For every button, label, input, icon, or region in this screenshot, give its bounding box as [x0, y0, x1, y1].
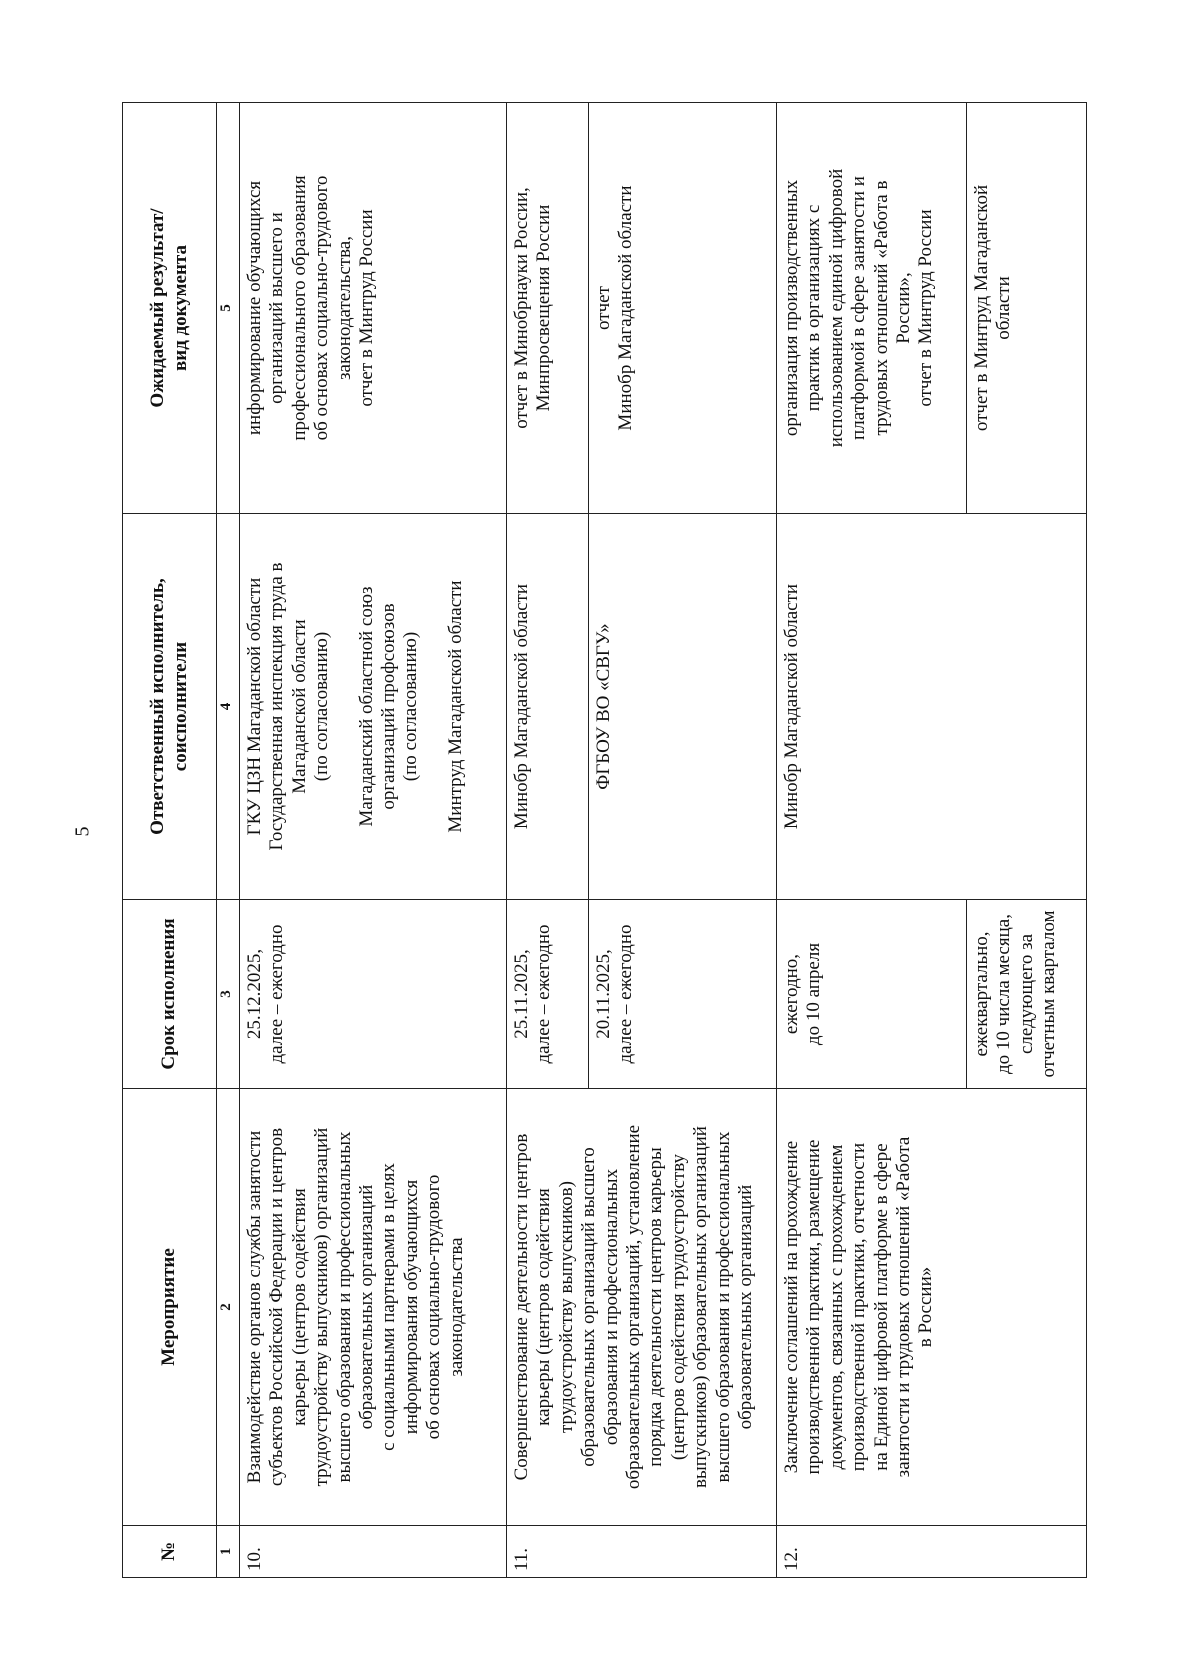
- event-text: Взаимодействие органов службы занятости субъектов Российской Федерации и центров карьеры (центров содействия трудоустройству выпускников) организаций высшего образования и профессиональных образовательных организаций с социальными партнерами в целях информирования обучающихся об основах социально-трудового законодательства: [244, 1127, 467, 1487]
- event-cell: [777, 1089, 1087, 1526]
- result-text: отчет в Минтруд Магаданской области: [971, 184, 1015, 432]
- executor-text: Минобр Магаданской области: [511, 583, 532, 830]
- result-text: информирование обучающихся организаций высшего и профессионального образования об основах социально-трудового законодательства, отчет в Минтруд России: [244, 175, 378, 441]
- event-cell: [240, 1089, 507, 1526]
- column-number: 5: [217, 103, 240, 514]
- executor-text: ФГБОУ ВО «СВГУ»: [593, 623, 614, 790]
- executors-cell: [777, 514, 1087, 900]
- table-row: [777, 103, 967, 1578]
- table-row: [507, 103, 589, 1578]
- executor-text: Минтруд Магаданской области: [444, 580, 466, 833]
- deadline-text: 25.11.2025, далее – ежегодно: [511, 924, 555, 1064]
- deadline-text: 25.12.2025, далее – ежегодно: [244, 924, 288, 1064]
- executor-text: Минобр Магаданской области: [781, 583, 802, 830]
- row-number: 12.: [777, 1526, 1087, 1578]
- event-text: Заключение соглашений на прохождение производственной практики, размещение документов, связанных с прохождением производственной практики, отчетности на Единой цифровой платформе в сфере занятости и трудовых отношений «Работа в России»: [781, 1136, 937, 1478]
- deadline-text: ежеквартально, до 10 числа месяца, следующего за отчетным кварталом: [971, 910, 1060, 1078]
- result-cell: [589, 103, 777, 514]
- executors-cell: [240, 514, 507, 900]
- result-cell: [777, 103, 967, 514]
- column-number-row: [217, 103, 240, 1578]
- deadline-text: 20.11.2025, далее – ежегодно: [593, 924, 637, 1064]
- result-cell: [967, 103, 1087, 514]
- deadline-cell: [777, 900, 967, 1089]
- result-text: отчет в Минобрнауки России, Минпросвещения России: [511, 187, 555, 429]
- table-row: [240, 103, 507, 1578]
- deadline-cell: [589, 900, 777, 1089]
- row-number: 10.: [240, 1526, 507, 1578]
- page-number: 5: [71, 826, 94, 837]
- row-number: 11.: [507, 1526, 777, 1578]
- executor-text: Государственная инспекция труда в Магаданской области (по согласованию): [266, 562, 333, 851]
- column-number: 2: [217, 1089, 240, 1526]
- executor-text: Магаданский областной союз организаций профсоюзов (по согласованию): [355, 586, 422, 827]
- event-cell: [507, 1089, 777, 1526]
- event-text: Совершенствование деятельности центров карьеры (центров содействия трудоустройству выпускников) образовательных организаций высшего образования и профессиональных образовательных организаций, установление порядка деятельности центров карьеры (центров содействия трудоустройству выпускников) образовательных организаций высшего образования и профессиональных образовательных организаций: [511, 1124, 757, 1490]
- deadline-text: ежегодно, до 10 апреля: [781, 942, 825, 1046]
- executors-cell: [507, 514, 589, 900]
- header-deadline: Срок исполнения: [123, 900, 217, 1089]
- column-number: 3: [217, 900, 240, 1089]
- column-number: 4: [217, 514, 240, 900]
- header-executors: Ответственный исполнитель, соисполнители: [123, 514, 217, 900]
- result-cell: [240, 103, 507, 514]
- result-cell: [507, 103, 589, 514]
- events-table: [122, 102, 1087, 1578]
- executor-text: ГКУ ЦЗН Магаданской области: [244, 577, 265, 836]
- deadline-cell: [507, 900, 589, 1089]
- header-number: №: [123, 1526, 217, 1578]
- deadline-cell: [240, 900, 507, 1089]
- header-result: Ожидаемый результат/ вид документа: [123, 103, 217, 514]
- result-text: организация производственных практик в организациях с использованием единой цифровой платформой в сфере занятости и трудовых отношений «Работа в России», отчет в Минтруд России: [781, 168, 937, 448]
- column-number: 1: [217, 1526, 240, 1578]
- result-text: отчет Минобр Магаданской области: [593, 185, 637, 431]
- rotated-table-container: [122, 103, 1087, 1578]
- header-event: Мероприятие: [123, 1089, 217, 1526]
- executors-cell: [589, 514, 777, 900]
- deadline-cell: [967, 900, 1087, 1089]
- header-row: [123, 103, 217, 1578]
